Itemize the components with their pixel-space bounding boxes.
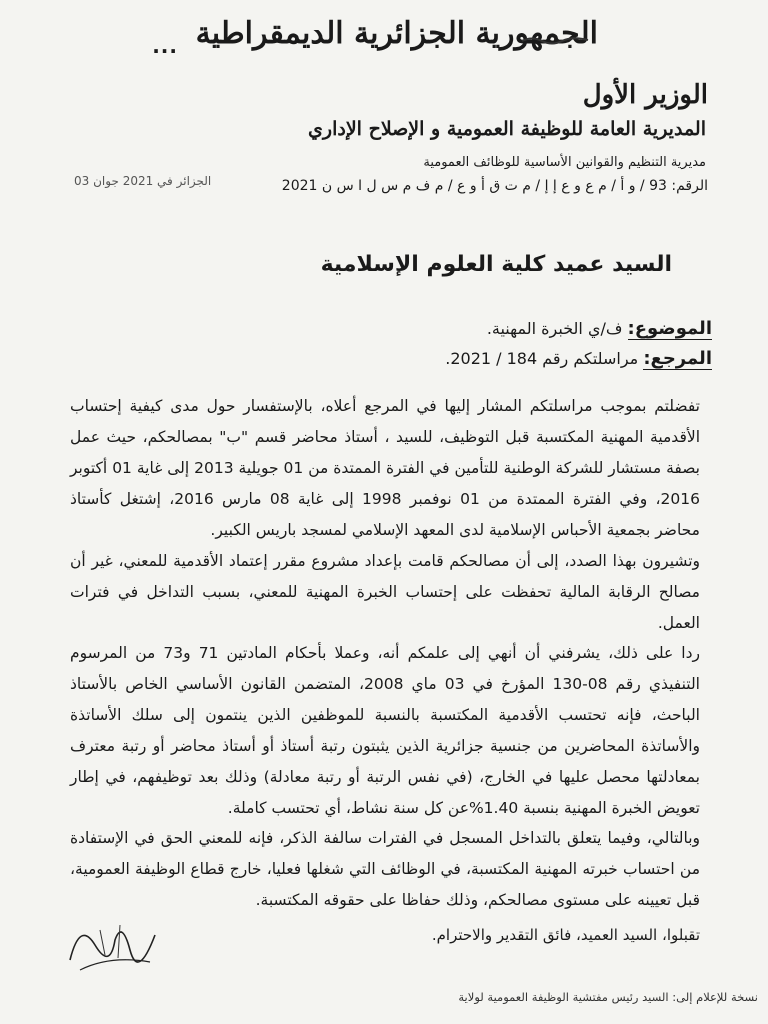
reference-label: المرجع: [643, 348, 712, 369]
place-date: الجزائر في 2021 جوان 03 [74, 174, 212, 188]
subject-line [487, 318, 712, 339]
republic-header: الجمهورية الجزائرية الديمقراطية [195, 16, 598, 51]
body-paragraph-1: تفضلتم بموجب مراسلتكم المشار إليها في المرجع أعلاه، بالإستفسار حول مدى كيفية إحتساب الأقدمية المهنية المكتسبة قبل التوظيف، للسيد ، أستاذ محاضر قسم "ب" بمصالحكم، حيث عمل بصفة مستشار للشركة الوطنية للتأمين في الفترة الممتدة من 01 جويلية 2013 إلى غاية 01 أكتوبر 2016، وفي الفترة الممتدة من 01 نوفمبر 1998 إلى غاية 08 مارس 2016، إشتغل كأستاذ محاضر بجمعية الأحباس الإسلامية لدى المعهد الإسلامي لمسجد باريس الكبير. [70, 397, 700, 539]
subject-text: ف/ي الخبرة المهنية. [486, 319, 623, 338]
directorate-title: المديرية العامة للوظيفة العمومية و الإصلاح الإداري [308, 118, 706, 140]
reference-number-line: الرقم: 93 / و أ / م ع و ع إ إ / م ت ق أ و ع / م ف م س ل ا س ن 2021 [281, 178, 708, 194]
addressee: السيد عميد كلية العلوم الإسلامية [320, 252, 672, 277]
copy-note: نسخة للإعلام إلى: السيد رئيس مفتشية الوظيفة العمومية لولاية [458, 990, 758, 1004]
reference-line [445, 348, 712, 369]
minister-title: الوزير الأول [582, 80, 708, 110]
body-paragraph-3: ردا على ذلك، يشرفني أن أنهي إلى علمكم أنه، وعملا بأحكام المادتين 71 و73 من المرسوم التنفيذي رقم 08-130 المؤرخ في 03 ماي 2008، المتضمن القانون الأساسي الخاص بالأستاذ الباحث، فإنه تحتسب الأقدمية المكتسبة بالنسبة للموظفين الذين ينتمون إلى سلك الأساتذة والأساتذة المحاضرين من جنسية جزائرية الذين يثبتون رتبة أستاذ أو أستاذ محاضر أو رتبة معترف بمعادلتها محصل عليها في الخارج، (في نفس الرتبة أو رتبة معادلة) وذلك بعد توظيفهم، في إطار تعويض الخبرة المهنية بنسبة 1.40%عن كل سنة نشاط، أي تحتسب كاملة. [70, 644, 700, 817]
subdirectorate-title: مديرية التنظيم والقوانين الأساسية للوظائف العمومية [423, 155, 706, 170]
closing-salutation: تقبلوا، السيد العميد، فائق التقدير والاحترام. [431, 926, 700, 944]
reference-text: مراسلتكم رقم 184 / 2021. [445, 349, 639, 368]
republic-header-tail: ... [152, 34, 178, 58]
subject-label: الموضوع: [627, 318, 712, 339]
signature [60, 900, 170, 980]
body-paragraph-4: وبالتالي، وفيما يتعلق بالتداخل المسجل في الفترات سالفة الذكر، فإنه للمعني الحق في الإستفادة من احتساب خبرته المهنية المكتسبة، في الوظائف التي شغلها فعليا، خارج قطاع الوظيفة العمومية، قبل تعيينه على مستوى مصالحكم، وذلك حفاظا على حقوقه المكتسبة. [70, 829, 700, 909]
header-scribble-mark [520, 35, 590, 45]
body-paragraph-2: وتشيرون بهذا الصدد، إلى أن مصالحكم قامت بإعداد مشروع مقرر إعتماد الأقدمية للمعني، غير أن مصالح الرقابة المالية تحفظت على إحتساب الخبرة المهنية للمعني، بسبب التداخل في فترات العمل. [70, 552, 700, 632]
